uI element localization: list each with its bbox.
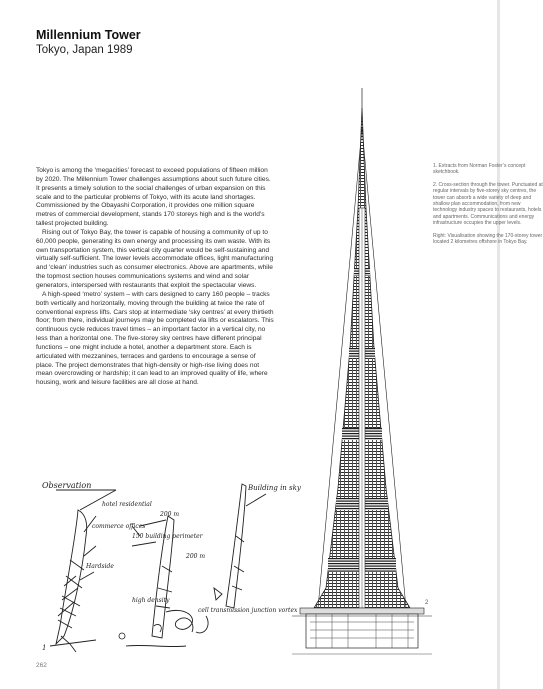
sketch-label-high-density: high density [132,597,170,604]
page-title: Millennium Tower [36,28,141,42]
tower-cross-section [292,88,432,660]
page-number: 262 [36,662,47,669]
body-paragraph-1: Tokyo is among the ‘megacities’ forecast to exceed populations of fifteen million by 2020. The Millennium Tower challenges assumptions about such future cities. It presents a timely solution to the social challenges of urban expansion on this scale and to the particular problems of Tokyo, with its acute land shortages. Commissioned by the Obayashi Corporation, it provides one million square metres of commercial development, stands 170 storeys high and is the world’s tallest projected building. [36,167,271,228]
sketch-label-hardside: Hardside [86,563,114,570]
caption-2: 2. Cross-section through the tower. Punctuated at regular intervals by five-storey sky centres, the tower can absorb a wide variety of deep and shallow plan accommodation, from new technology industry spaces to restaurants, hotels and apartments. Communications and energy infrastructure occupies the upper levels. [433,181,543,227]
body-paragraph-2: Rising out of Tokyo Bay, the tower is capable of housing a community of up to 60,000 people, generating its own energy and processing its own waste. With its own transportation system, this vertical city quarter would be self-sustaining and virtually self-sufficient. The lower levels accommodate offices, light manufacturing and ‘clean’ industries such as consumer electronics. Above are apartments, while the topmost section houses communications systems and wind and solar generators, interspersed with restaurants that exploit the spectacular views. [36,228,274,289]
concept-sketch [36,476,301,654]
caption-3: Right: Visualisation showing the 170-storey tower located 2 kilometres offshore in Tokyo Bay. [433,232,543,246]
sketch-label-200m-b: 200 m [186,553,206,560]
sketch-label-hotel: hotel residential [102,501,152,508]
page-subtitle: Tokyo, Japan 1989 [36,44,133,56]
page-edge [497,0,500,689]
sketch-label-200m: 200 m [160,511,180,518]
body-paragraph-3: A high-speed ‘metro’ system – with cars designed to carry 160 people – tracks both vertically and horizontally, moving through the building at twice the rate of conventional express lifts. Cars stop at intermediate ‘sky centres’ at every thirtieth floor; from there, individual journeys may be completed via lifts or escalators. This continuous cycle reduces travel times – an important factor in a vertical city, no less than a horizontal one. The five-storey sky centres have different principal functions – one might include a hotel, another a department store. Each is articulated with mezzanines, terraces and gardens to encourage a sense of place. The project demonstrates that high-density or high-rise living does not mean overcrowding or hardship; it can lead to an improved quality of life, where housing, work and leisure facilities are all close at hand. [36,290,274,387]
figure-number: 2 [425,600,429,606]
sketch-figure-number: 1 [42,644,47,652]
sketch-label-perimeter: 150 building perimeter [132,533,203,540]
sketch-label-commerce: commerce offices [92,523,146,530]
body-text [36,167,274,388]
caption-1: 1. Extracts from Norman Foster’s concept sketchbook. [433,163,526,176]
sketch-label-vortex: cell transmission junction vortex [198,607,298,614]
sketch-label-building-in-sky: Building in sky [248,484,301,492]
sketch-label-observation: Observation [42,481,92,490]
caption-column [433,163,543,251]
